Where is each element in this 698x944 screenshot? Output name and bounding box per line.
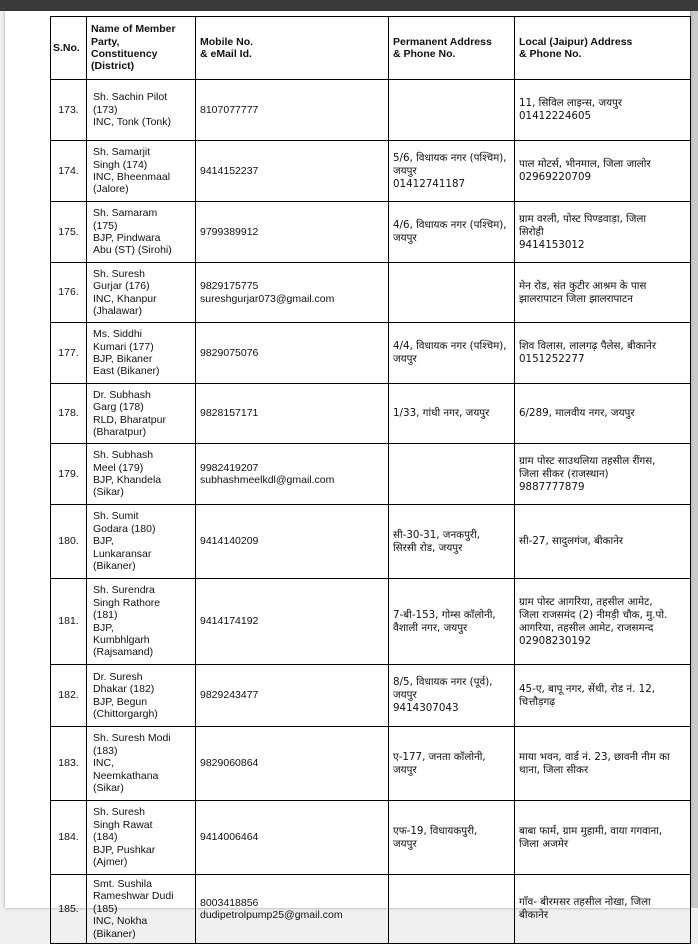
local-address-cell-line: जिला राजसमंद (2) नीमड़ी चौक, मु.पो. [519,608,668,621]
member-name-cell-line: (183) [93,744,118,757]
member-name-cell-line: BJP, Pushkar [93,843,156,856]
local-address-cell [515,801,691,875]
member-name-cell-line: Sh. Surendra [93,584,155,597]
mobile-email-cell [196,665,389,727]
mobile-email-cell-line: 9829243477 [200,689,259,702]
mobile-email-cell [196,505,389,579]
mobile-email-cell [196,444,389,505]
member-name-cell-line: Abu (ST) (Sirohi) [93,244,172,257]
member-name-cell-line: (184) [93,831,118,844]
local-address-cell-line: बीकानेर [519,909,549,922]
local-address-cell [515,444,691,505]
header-permanent-address [389,17,515,80]
permanent-address-cell-line: जयपुर [393,763,417,776]
viewer-top-bar [0,0,698,11]
mobile-email-cell-line: dudipetrolpump25@gmail.com [200,909,343,922]
local-address-cell [515,505,691,579]
permanent-address-cell-line: जयपुर [393,689,417,701]
permanent-address-cell-line: जयपुर [393,353,417,365]
table-body [51,80,691,944]
table-row [51,727,691,801]
permanent-address-cell-line: 01412741187 [393,177,466,190]
member-name-cell-line: (185) [93,902,118,915]
header-local-address [515,17,691,80]
member-name-cell-line: BJP, Khandela [93,474,162,486]
serial-number: 175. [51,202,87,263]
local-address-cell-line: पाल मोटर्स, भीनमाल, जिला जालोर [519,158,651,170]
member-name-cell-line: Garg (178) [93,401,144,414]
header-line: Name of Member [91,23,176,36]
local-address-cell-line: सिरोही [519,225,544,238]
serial-number: 176. [51,263,87,323]
mobile-email-cell [196,323,389,384]
member-name-cell [87,801,196,875]
local-address-cell-line: ग्राम वरली, पोस्ट पिण्डवाड़ा, जिला [519,212,647,225]
mobile-email-cell-line: 9414152237 [200,164,259,177]
permanent-address-cell-line: जयपुर [393,837,417,850]
member-name-cell [87,263,196,323]
member-name-cell-line: Singh Rathore [93,596,161,609]
permanent-address-cell-line: 9414307043 [393,702,459,714]
member-name-cell-line: Gurjar (176) [93,280,150,293]
local-address-cell-line: थाना, जिला सीकर [519,763,589,776]
member-name-cell-line: (Bikaner) [93,560,136,573]
serial-number: 185. [51,875,87,944]
local-address-cell-line: 45-ए, बापू नगर, सेंथी, रोड नं. 12, [519,682,656,695]
serial-number: 184. [51,801,87,875]
mobile-email-cell-line: 9828157171 [200,407,259,420]
permanent-address-cell [389,727,515,801]
member-name-cell [87,444,196,505]
local-address-cell-line: 02969220709 [519,171,592,183]
member-name-cell-line: Singh Rawat [93,818,153,831]
local-address-cell-line: जिला सीकर (राजस्थान) [519,467,609,480]
permanent-address-cell [389,263,515,323]
member-name-cell-line: BJP, Begun [93,695,148,708]
local-address-cell [515,579,691,665]
permanent-address-cell [389,384,515,444]
member-name-cell [87,80,196,141]
permanent-address-cell [389,202,515,263]
table-row [51,263,691,323]
member-name-cell-line: Meel (179) [93,461,144,474]
member-name-cell-line: Sh. Suresh [93,806,145,819]
member-name-cell [87,579,196,665]
member-name-cell-line: Dr. Suresh [93,670,143,683]
member-name-cell-line: Sh. Suresh Modi [93,732,171,745]
permanent-address-cell [389,579,515,665]
document-page [5,11,690,940]
permanent-address-cell-line: एफ-19, विधायकपुरी, [393,824,478,837]
local-address-cell-line: शिव विलास, लालगढ़ पैलेस, बीकानेर [519,340,657,352]
serial-number: 174. [51,141,87,202]
local-address-cell-line: माया भवन, वार्ड नं. 23, छावनी नीम का [519,750,670,763]
permanent-address-cell-line: 1/33, गांधी नगर, जयपुर [393,407,490,419]
member-name-cell-line: (173) [93,103,118,116]
mobile-email-cell-line: 8107077777 [200,103,259,116]
serial-number: 178. [51,384,87,444]
member-name-cell-line: Godara (180) [93,522,156,535]
member-name-cell-line: (181) [93,609,118,622]
permanent-address-cell-line: ए-177, जनता कॉलोनी, [393,750,486,763]
permanent-address-cell-line: सिरसी रोड, जयपुर [393,541,463,554]
permanent-address-cell [389,505,515,579]
member-name-cell-line: (Bharatpur) [93,425,147,438]
member-name-cell-line: (Rajsamand) [93,646,154,659]
header-line: Local (Jaipur) Address [519,35,633,48]
header-sno: S.No. [51,17,87,80]
permanent-address-cell [389,323,515,384]
member-name-cell [87,202,196,263]
local-address-cell-line: जिला अजमेर [519,837,569,850]
permanent-address-cell-line: 8/5, विधायक नगर (पूर्व), [393,676,493,688]
member-name-cell [87,727,196,801]
permanent-address-cell [389,875,515,944]
mobile-email-cell-line: 9414174192 [200,615,259,628]
members-table [50,16,691,944]
permanent-address-cell-line: जयपुर [393,232,417,244]
member-name-cell [87,141,196,202]
mobile-email-cell [196,80,389,141]
local-address-cell [515,202,691,263]
viewer-scroll-gutter [690,11,698,908]
permanent-address-cell [389,665,515,727]
local-address-cell-line: 02908230192 [519,634,592,647]
permanent-address-cell [389,141,515,202]
header-line: Mobile No. [200,35,254,48]
local-address-cell-line: ग्राम पोस्ट साउथलिया तहसील रींगस, [519,454,656,467]
local-address-cell [515,665,691,727]
mobile-email-cell-line: 9829060864 [200,757,259,770]
member-name-cell-line: (Jalore) [93,183,129,196]
local-address-cell-line: सी-27, सादुलगंज, बीकानेर [519,535,624,547]
mobile-email-cell-line: 9799389912 [200,225,259,238]
table-header-row [51,17,691,80]
mobile-email-cell-line: 9829175775 [200,280,259,293]
member-name-cell-line: Sh. Samarjit [93,146,151,159]
serial-number: 180. [51,505,87,579]
member-name-cell-line: INC, Bheenmaal [93,171,171,183]
local-address-cell-line: चित्तौड़गढ़ [519,695,556,708]
mobile-email-cell [196,727,389,801]
member-name-cell-line: (Ajmer) [93,856,128,869]
local-address-cell [515,80,691,141]
serial-number: 183. [51,727,87,801]
member-name-cell [87,875,196,944]
local-address-cell-line: गाँव- बीरमसर तहसील नोखा, जिला [519,896,651,909]
header-line: & eMail Id. [200,48,252,60]
serial-number: 182. [51,665,87,727]
local-address-cell [515,323,691,384]
local-address-cell [515,727,691,801]
member-name-cell-line: BJP, Pindwara [93,232,161,244]
member-name-cell-line: (175) [93,219,118,232]
member-name-cell-line: Neemkathana [93,769,159,782]
mobile-email-cell [196,202,389,263]
local-address-cell-line: मेन रोड, संत कुटीर आश्रम के पास [519,279,647,292]
mobile-email-cell-line: 8003418856 [200,896,259,909]
member-name-cell-line: Sh. Samaram [93,207,158,220]
permanent-address-cell-line: 4/4, विधायक नगर (पश्चिम), [393,340,507,352]
mobile-email-cell [196,801,389,875]
mobile-email-cell-line: 9982419207 [200,461,259,474]
member-name-cell-line: (Sikar) [93,486,124,499]
mobile-email-cell [196,384,389,444]
local-address-cell-line: झालरापाटन जिला झालरापाटन [519,292,633,305]
member-name-cell-line: RLD, Bharatpur [93,413,166,426]
member-name-cell-line: Sh. Sachin Pilot [93,91,168,104]
member-name-cell-line: (Chittorgargh) [93,707,158,720]
permanent-address-cell-line: 5/6, विधायक नगर (पश्चिम), [393,151,507,164]
mobile-email-cell [196,263,389,323]
member-name-cell-line: INC, [93,757,114,770]
local-address-cell [515,875,691,944]
local-address-cell-line: 6/289, मालवीय नगर, जयपुर [519,407,635,419]
member-name-cell-line: INC, Tonk (Tonk) [93,116,171,129]
table-row [51,665,691,727]
member-name-cell-line: BJP, [93,621,114,634]
member-name-cell-line: (Jhalawar) [93,304,143,317]
table-row [51,579,691,665]
table-row [51,384,691,444]
serial-number: 177. [51,323,87,384]
member-name-cell-line: Rameshwar Dudi [93,890,174,903]
header-line: & Phone No. [519,48,582,60]
header-line: Party, [91,35,120,48]
table-row [51,202,691,263]
mobile-email-cell-line: 9414140209 [200,535,259,548]
mobile-email-cell [196,875,389,944]
member-name-cell-line: (Sikar) [93,782,124,795]
header-line: Constituency [91,48,158,60]
local-address-cell-line: बाबा फार्म, ग्राम मुहामी, वाया गगवाना, [519,824,663,837]
member-name-cell-line: Smt. Sushila [93,878,152,890]
member-name-cell-line: Sh. Subhash [93,449,154,462]
member-name-cell-line: Sh. Sumit [93,510,139,523]
member-name-cell-line: Kumari (177) [93,340,154,353]
header-line: (District) [91,60,135,73]
mobile-email-cell [196,579,389,665]
member-name-cell [87,665,196,727]
permanent-address-cell-line: वैशाली नगर, जयपुर [393,621,468,634]
local-address-cell-line: 01412224605 [519,110,592,122]
table-row [51,80,691,141]
table-row [51,801,691,875]
mobile-email-cell [196,141,389,202]
member-name-cell-line: East (Bikaner) [93,365,160,378]
member-name-cell-line: Dhakar (182) [93,683,155,696]
permanent-address-cell-line: 4/6, विधायक नगर (पश्चिम), [393,219,507,231]
local-address-cell-line: 9887777879 [519,480,585,493]
local-address-cell-line: 0151252277 [519,353,585,365]
member-name-cell [87,384,196,444]
table-row [51,505,691,579]
permanent-address-cell [389,80,515,141]
table-row [51,875,691,944]
local-address-cell-line: 9414153012 [519,238,585,251]
permanent-address-cell [389,444,515,505]
mobile-email-cell-line: subhashmeelkdl@gmail.com [200,474,335,486]
header-mobile [196,17,389,80]
local-address-cell [515,141,691,202]
member-name-cell-line: INC, Nokha [93,915,148,928]
table-row [51,141,691,202]
permanent-address-cell [389,801,515,875]
mobile-email-cell-line: 9829075076 [200,346,259,359]
member-name-cell-line: BJP, [93,535,114,548]
permanent-address-cell-line: सी-30-31, जनकपुरी, [393,528,481,541]
permanent-address-cell-line: जयपुर [393,164,417,177]
local-address-cell-line: 11, सिविल लाइन्स, जयपुर [519,97,623,109]
mobile-email-cell-line: 9414006464 [200,831,259,844]
member-name-cell-line: (Bikaner) [93,927,136,940]
member-name-cell [87,323,196,384]
table-row [51,444,691,505]
serial-number: 181. [51,579,87,665]
member-name-cell-line: Ms. Siddhi [93,328,143,341]
local-address-cell-line: ग्राम पोस्ट आगरिया, तहसील आमेट, [519,595,653,608]
member-name-cell [87,505,196,579]
member-name-cell-line: Kumbhlgarh [93,633,150,646]
member-name-cell-line: Sh. Suresh [93,267,145,280]
header-line: Permanent Address [393,35,492,48]
serial-number: 179. [51,444,87,505]
member-name-cell-line: INC, Khanpur [93,292,157,305]
serial-number: 173. [51,80,87,141]
header-member [87,17,196,80]
header-line: & Phone No. [393,48,456,60]
local-address-cell-line: आगरिया, तहसील आमेट, राजसमन्द [519,621,654,634]
member-name-cell-line: BJP, Bikaner [93,353,153,365]
member-name-cell-line: Lunkaransar [93,547,152,560]
table-row [51,323,691,384]
member-name-cell-line: Singh (174) [93,158,148,171]
mobile-email-cell-line: sureshgurjar073@gmail.com [200,292,335,305]
local-address-cell [515,263,691,323]
permanent-address-cell-line: 7-बी-153, गोम्स कॉलोनी, [393,608,496,621]
member-name-cell-line: Dr. Subhash [93,388,151,401]
local-address-cell [515,384,691,444]
